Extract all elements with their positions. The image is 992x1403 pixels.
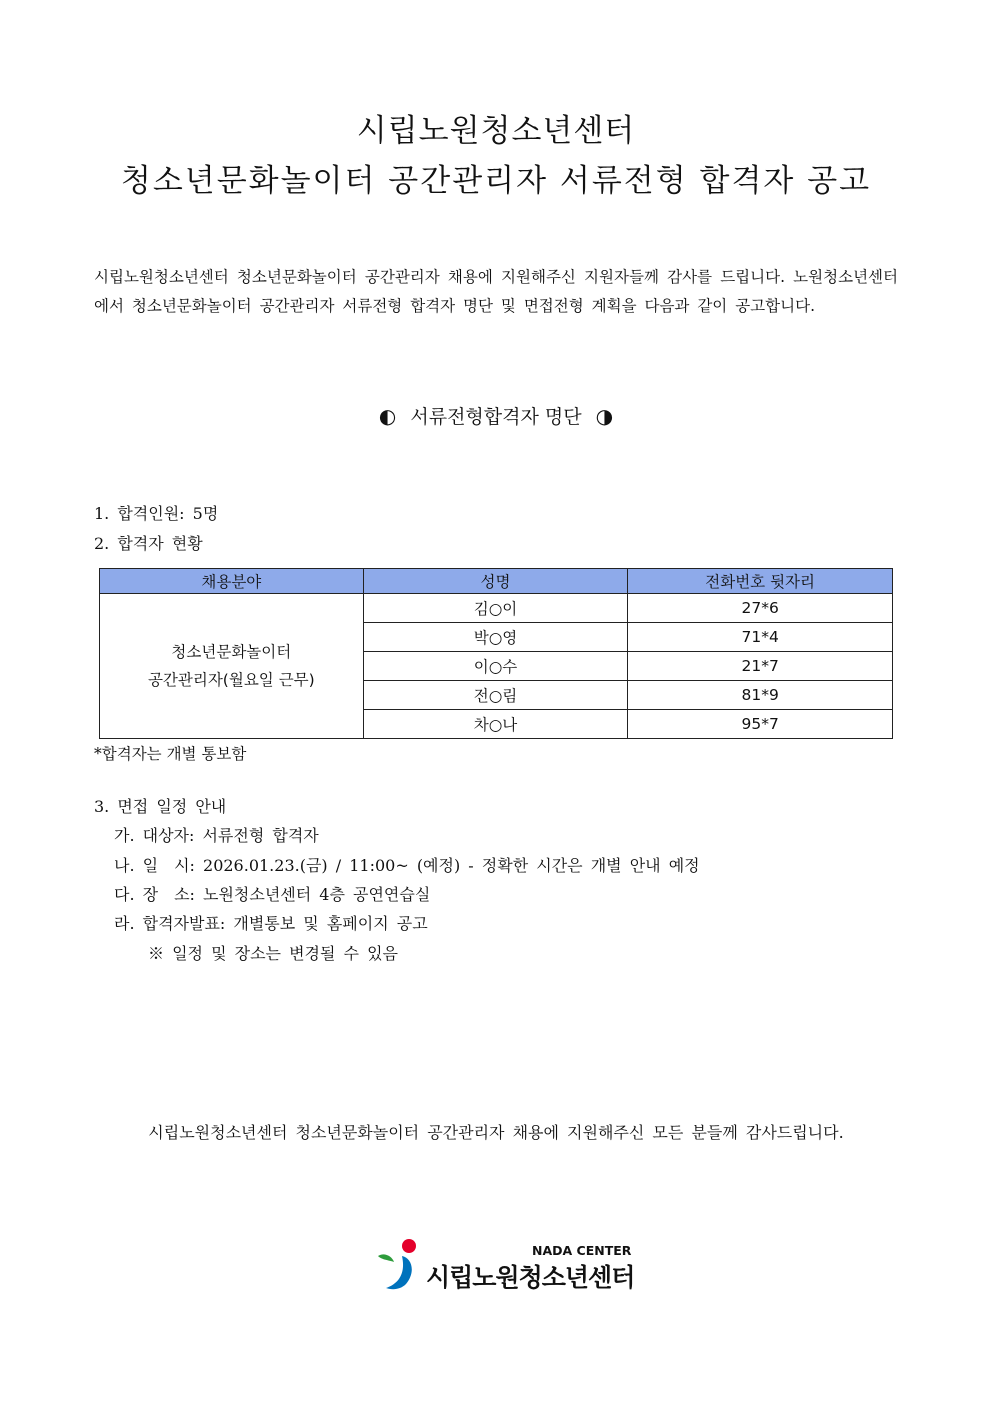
name-cell: 박○영 (363, 623, 628, 652)
interview-title: 3. 면접 일정 안내 (94, 797, 227, 816)
category-line1: 청소년문화놀이터 (171, 643, 292, 661)
notice-note: *합격자는 개별 통보함 (94, 745, 247, 763)
phone-cell: 21*7 (628, 652, 893, 681)
logo-korean: 시립노원청소년센터 (426, 1263, 635, 1292)
interview-announcement: 라. 합격자발표: 개별통보 및 홈페이지 공고 (114, 914, 428, 933)
half-circle-right-icon: ◑ (595, 404, 614, 428)
item-pass-count: 1. 합격인원: 5명 (94, 504, 219, 523)
interview-location: 다. 장 소: 노원청소년센터 4층 공연연습실 (114, 885, 431, 904)
phone-cell: 27*6 (628, 594, 893, 623)
interview-target: 가. 대상자: 서류전형 합격자 (114, 826, 319, 845)
interview-datetime: 나. 일 시: 2026.01.23.(금) / 11:00~ (예정) - 정확한 시간은 개별 안내 예정 (114, 856, 700, 875)
category-line2: 공간관리자(월요일 근무) (147, 671, 315, 689)
table-header-row (100, 569, 893, 594)
item-pass-status: 2. 합격자 현황 (94, 534, 203, 553)
closing-text: 시립노원청소년센터 청소년문화놀이터 공간관리자 채용에 지원해주신 모든 분들께 감사드립니다. (148, 1123, 844, 1142)
section-heading (0, 402, 992, 431)
phone-cell: 71*4 (628, 623, 893, 652)
column-header-name: 성명 (363, 569, 628, 594)
category-cell (100, 594, 364, 739)
center-logo (372, 1238, 642, 1294)
page-title-line2: 청소년문화놀이터 공간관리자 서류전형 합격자 공고 (120, 163, 872, 199)
name-cell: 김○이 (363, 594, 628, 623)
half-circle-left-icon: ◐ (378, 404, 397, 428)
column-header-phone: 전화번호 뒷자리 (628, 569, 893, 594)
name-cell: 전○림 (363, 681, 628, 710)
logo-mark-icon (372, 1238, 424, 1294)
section-title: 서류전형합격자 명단 (410, 406, 582, 428)
intro-paragraph: 시립노원청소년센터 청소년문화놀이터 공간관리자 채용에 지원해주신 지원자들께 감사를 드립니다. 노원청소년센터에서 청소년문화놀이터 공간관리자 서류전형 합격자 명단 및 면접전형 계획을 다음과 같이 공고합니다. (94, 268, 898, 315)
name-cell: 이○수 (363, 652, 628, 681)
column-header-field: 채용분야 (100, 569, 364, 594)
phone-cell: 95*7 (628, 710, 893, 739)
table-row (100, 594, 893, 623)
applicant-table (99, 568, 893, 739)
phone-cell: 81*9 (628, 681, 893, 710)
page-title-line1: 시립노원청소년센터 (356, 113, 636, 149)
name-cell: 차○나 (363, 710, 628, 739)
logo-english: NADA CENTER (532, 1243, 632, 1258)
interview-remark: ※ 일정 및 장소는 변경될 수 있음 (148, 944, 398, 963)
